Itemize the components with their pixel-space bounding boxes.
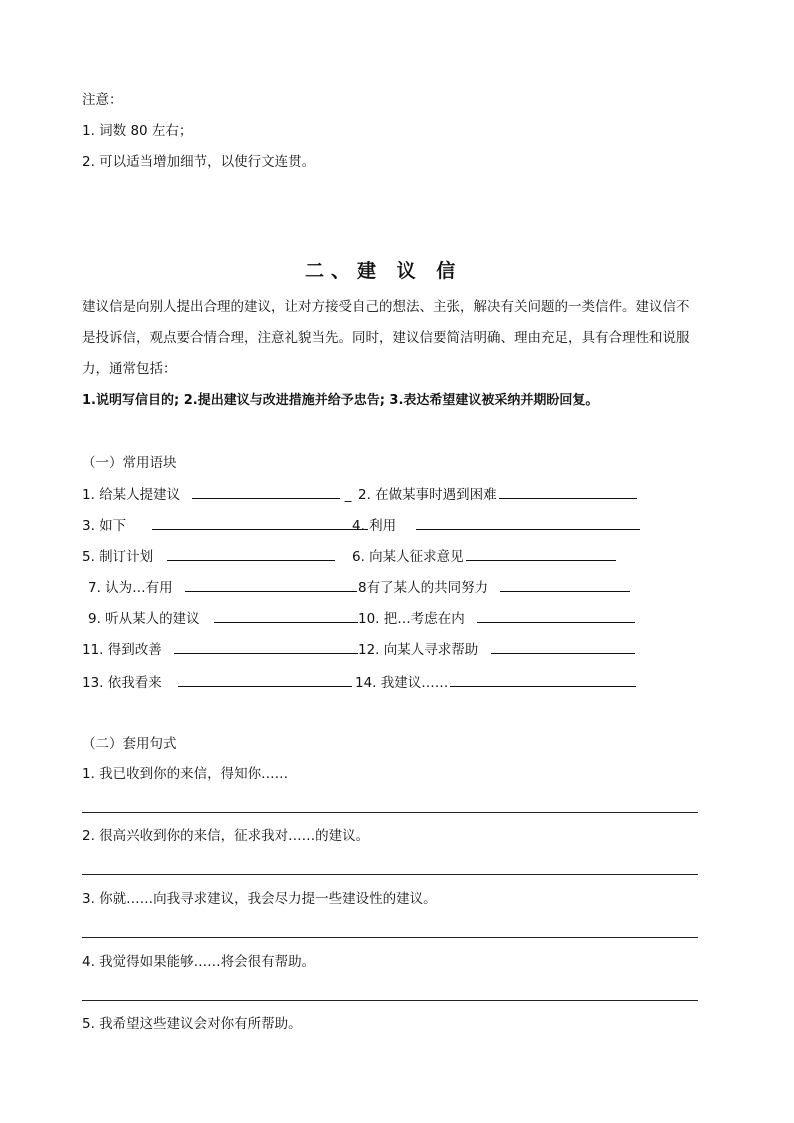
intro-line-1: 建议信是向别人提出合理的建议，让对方接受自己的想法、主张，解决有关问题的一类信件。建议信不 [82,299,690,315]
answer-blank[interactable] [174,642,358,654]
answer-line[interactable] [82,874,698,875]
answer-blank[interactable] [185,580,357,592]
chunk-label-10: 10. 把…考虑在内 [358,611,465,627]
chunk-label-4: 4. 利用 [352,518,397,534]
chunk-item-1 [82,487,352,503]
note-item-2: 2. 可以适当增加细节，以使行文连贯。 [82,154,316,170]
chunk-label-12: 12. 向某人寻求帮助 [358,642,479,658]
note-item-1: 1. 词数 80 左右； [82,123,193,139]
chunk-label-3: 3. 如下 [82,518,127,534]
chunk-label-11: 11. 得到改善 [82,642,162,658]
answer-blank[interactable] [152,518,368,530]
chunk-label-1: 1. 给某人提建议 [82,487,181,503]
chunk-item-13 [82,675,352,691]
chunk-item-12 [358,642,635,658]
chunk-label-2: 2. 在做某事时遇到困难 [358,487,497,503]
sentences-heading: （二）套用句式 [82,736,177,752]
chunk-label-14: 14. 我建议…… [355,675,449,691]
chunk-label-6: 6. 向某人征求意见 [352,549,464,565]
sentence-item-5: 5. 我希望这些建议会对你有所帮助。 [82,1016,302,1032]
sentence-item-4: 4. 我觉得如果能够……将会很有帮助。 [82,954,316,970]
chunk-label-7: 7. 认为…有用 [88,580,173,596]
section-title: 二、建 议 信 [305,260,463,282]
chunk-item-2 [358,487,637,503]
answer-blank[interactable] [178,675,352,687]
sentence-item-1: 1. 我已收到你的来信，得知你…… [82,766,289,782]
chunks-heading: （一）常用语块 [82,455,177,471]
sentence-item-2: 2. 很高兴收到你的来信，征求我对……的建议。 [82,828,370,844]
chunk-label-5: 5. 制订计划 [82,549,154,565]
answer-line[interactable] [82,937,698,938]
answer-blank[interactable] [192,487,340,499]
answer-blank[interactable] [416,518,640,530]
chunk-item-10 [358,611,635,627]
answer-blank[interactable] [450,675,636,687]
answer-line[interactable] [82,812,698,813]
notes-heading: 注意： [82,92,123,108]
chunk-suffix-1: _ [340,487,352,503]
key-points: 1.说明写信目的; 2.提出建议与改进措施并给予忠告; 3.表达希望建议被采纳并期盼回复。 [82,393,599,408]
chunk-item-11 [82,642,358,658]
chunk-item-9 [88,611,358,627]
chunk-label-8: 8有了某人的共同努力 [358,580,489,596]
intro-line-3: 力，通常包括： [82,361,177,377]
chunk-item-4 [352,518,640,534]
intro-line-2: 是投诉信，观点要合情合理，注意礼貌当先。同时，建议信要简洁明确、理由充足，具有合理性和说服 [82,330,690,346]
chunk-label-13: 13. 依我看来 [82,675,162,691]
chunk-label-9: 9. 听从某人的建议 [88,611,200,627]
chunk-item-6 [352,549,616,565]
chunk-item-14 [355,675,636,691]
answer-blank[interactable] [466,549,616,561]
answer-blank[interactable] [214,611,358,623]
answer-blank[interactable] [491,642,635,654]
chunk-item-7 [88,580,357,596]
chunk-item-8 [358,580,630,596]
chunk-item-5 [82,549,335,565]
chunk-item-3 [82,518,368,534]
answer-blank[interactable] [167,549,335,561]
answer-blank[interactable] [477,611,635,623]
answer-blank[interactable] [499,487,637,499]
answer-blank[interactable] [500,580,630,592]
answer-line[interactable] [82,1000,698,1001]
sentence-item-3: 3. 你就……向我寻求建议，我会尽力提一些建设性的建议。 [82,891,437,907]
